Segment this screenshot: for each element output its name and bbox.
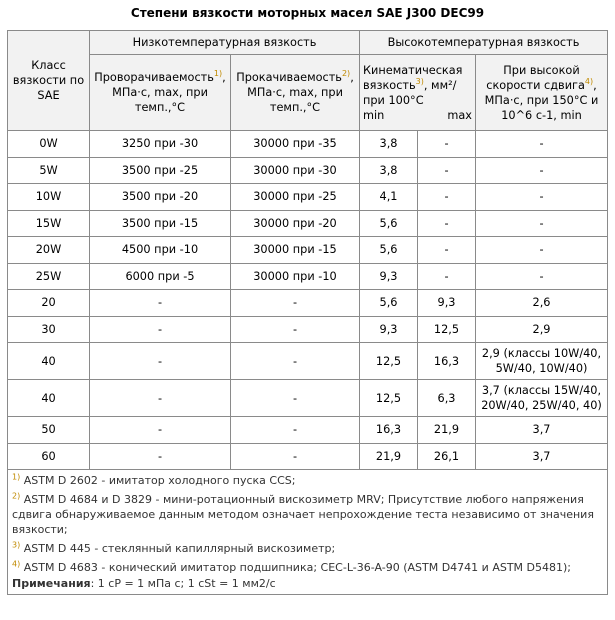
header-low-temp: Низкотемпературная вязкость [90,31,360,55]
note-4: $^{4)}$ ASTM D 4683 - конический имитатор подшипника; CEC-L-36-A-90 (ASTM D4741 и ASTM D5481); [12,559,571,574]
header-sae-class: Класс вязкости по SAE [8,31,90,131]
table-row: 10W 3500 при -20 30000 при -25 4,1 - - [8,184,608,211]
table-row: 40 - - 12,5 16,3 2,9 (классы 10W/40, 5W/40, 10W/40) [8,343,608,380]
header-kinematic: Кинематическая вязкость$^{3)}$, мм²/ при 100°С min max [360,55,476,131]
viscosity-table-container [7,30,607,595]
notes-row [8,470,608,595]
table-row: 60 - - 21,9 26,1 3,7 [8,443,608,470]
page-title: Степени вязкости моторных масел SAE J300 DEC99 [130,6,485,20]
table-row: 20W 4500 при -10 30000 при -15 5,6 - - [8,237,608,264]
table-body [8,131,608,595]
header-max: max [447,108,472,122]
table-row: 20 - - 5,6 9,3 2,6 [8,290,608,317]
table-row: 15W 3500 при -15 30000 при -20 5,6 - - [8,210,608,237]
header-hths: При высокой скорости сдвига$^{4)}$, МПа·с, при 150°С и 10^6 с-1, min [476,55,608,131]
header-pumping: Прокачиваемость$^{2)}$, МПа·с, max, при темп.,°С [231,55,360,131]
note-1: $^{1)}$ ASTM D 2602 - имитатор холодного пуска CCS; [12,472,296,487]
table-row: 40 - - 12,5 6,3 3,7 (классы 15W/40, 20W/40, 25W/40, 40) [8,380,608,417]
table-row: 5W 3500 при -25 30000 при -30 3,8 - - [8,157,608,184]
header-cranking: Проворачиваемость$^{1)}$, МПа·с, max, при темп.,°С [90,55,231,131]
note-2: $^{2)}$ ASTM D 4684 и D 3829 - мини-ротационный вискозиметр MRV; Присутствие любого напряжения сдвига обнаруживаемое данным методом означает непрохождение теста независимо от значения вязкости; [12,491,594,536]
header-high-temp: Высокотемпературная вязкость [360,31,608,55]
table-row: 25W 6000 при -5 30000 при -10 9,3 - - [8,263,608,290]
table-row: 30 - - 9,3 12,5 2,9 [8,316,608,343]
notes-cell [8,470,608,595]
table-row: 0W 3250 при -30 30000 при -35 3,8 - - [8,131,608,158]
table-row: 50 - - 16,3 21,9 3,7 [8,417,608,444]
viscosity-table [7,30,608,595]
header-min: min [363,108,385,122]
note-3: $^{3)}$ ASTM D 445 - стеклянный капиллярный вискозиметр; [12,540,336,555]
remark: Примечания: 1 сР = 1 мПа с; 1 cSt = 1 мм2/с [12,577,276,590]
